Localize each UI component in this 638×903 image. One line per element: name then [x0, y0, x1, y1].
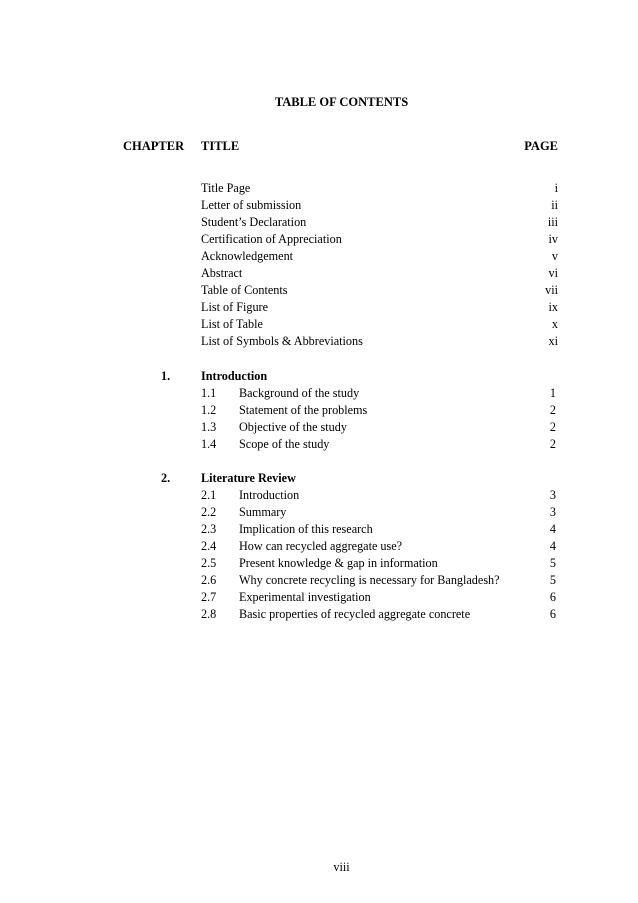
entry-title: Table of Contents	[201, 283, 288, 297]
front-matter-entry	[201, 300, 558, 317]
chapter-number: 1.	[161, 369, 171, 383]
section-entry	[201, 437, 556, 454]
front-matter-entry	[201, 181, 558, 198]
section-number: 1.1	[201, 386, 217, 400]
entry-title: Certification of Appreciation	[201, 232, 342, 246]
entry-page: i	[554, 181, 558, 195]
section-entry	[201, 539, 556, 556]
front-matter-entry	[201, 283, 558, 300]
section-title: Statement of the problems	[239, 403, 368, 417]
section-number: 1.3	[201, 420, 217, 434]
section-page: 6	[549, 590, 556, 604]
chapter-title: Introduction	[201, 369, 268, 383]
section-page: 3	[549, 488, 556, 502]
section-title: Present knowledge & gap in information	[239, 556, 438, 570]
section-number: 2.3	[201, 522, 217, 536]
section-number: 1.2	[201, 403, 217, 417]
front-matter-entry	[201, 198, 558, 215]
section-number: 2.5	[201, 556, 217, 570]
entry-title: List of Table	[201, 317, 263, 331]
section-entry	[201, 573, 556, 590]
entry-title: Acknowledgement	[201, 249, 294, 263]
section-entry	[201, 607, 556, 624]
chapter-number: 2.	[161, 471, 171, 485]
entry-title: List of Symbols & Abbreviations	[201, 334, 363, 348]
section-title: How can recycled aggregate use?	[239, 539, 403, 553]
entry-title: List of Figure	[201, 300, 269, 314]
section-page: 4	[549, 539, 556, 553]
entry-page: v	[551, 249, 558, 263]
entry-title: Title Page	[201, 181, 251, 195]
section-title: Summary	[239, 505, 287, 519]
entry-page: xi	[548, 334, 558, 348]
section-page: 4	[549, 522, 556, 536]
section-title: Experimental investigation	[239, 590, 371, 604]
section-title: Background of the study	[239, 386, 360, 400]
entry-page: ix	[548, 300, 558, 314]
chapter-title: Literature Review	[201, 471, 296, 485]
section-number: 2.6	[201, 573, 217, 587]
section-page: 5	[549, 573, 556, 587]
front-matter-entry	[201, 266, 558, 283]
section-title: Objective of the study	[239, 420, 347, 434]
section-entry	[201, 505, 556, 522]
front-matter-entry	[201, 232, 558, 249]
section-entry	[201, 590, 556, 607]
section-number: 2.8	[201, 607, 217, 621]
section-number: 1.4	[201, 437, 217, 451]
section-title: Why concrete recycling is necessary for Bangladesh?	[239, 573, 500, 587]
entry-title: Letter of submission	[201, 198, 302, 212]
section-page: 3	[549, 505, 556, 519]
section-entry	[201, 386, 556, 403]
section-number: 2.7	[201, 590, 217, 604]
entry-title: Student’s Declaration	[201, 215, 307, 229]
entry-title: Abstract	[201, 266, 243, 280]
section-title: Implication of this research	[239, 522, 373, 536]
section-entry	[201, 420, 556, 437]
section-entry	[201, 488, 556, 505]
front-matter-entry	[201, 334, 558, 351]
section-entry	[201, 556, 556, 573]
entry-page: iii	[547, 215, 558, 229]
section-entry	[201, 522, 556, 539]
front-matter-entry	[201, 215, 558, 232]
section-entry	[201, 403, 556, 420]
page-number: viii	[333, 860, 350, 874]
section-number: 2.4	[201, 539, 217, 553]
entry-page: vii	[545, 283, 558, 297]
entry-page: ii	[551, 198, 558, 212]
section-number: 2.1	[201, 488, 217, 502]
section-page: 1	[549, 386, 556, 400]
section-number: 2.2	[201, 505, 217, 519]
front-matter-entry	[201, 317, 558, 334]
entry-page: iv	[548, 232, 558, 246]
section-page: 2	[549, 403, 556, 417]
entry-page: x	[551, 317, 558, 331]
section-page: 2	[549, 437, 556, 451]
section-page: 5	[549, 556, 556, 570]
section-page: 6	[549, 607, 556, 621]
section-title: Introduction	[239, 488, 300, 502]
section-title: Scope of the study	[239, 437, 330, 451]
toc-heading: TABLE OF CONTENTS	[274, 95, 409, 109]
entry-page: vi	[548, 266, 558, 280]
section-title: Basic properties of recycled aggregate concrete	[239, 607, 471, 621]
column-header-page: PAGE	[524, 139, 558, 153]
column-header-chapter: CHAPTER	[123, 139, 185, 153]
front-matter-entry	[201, 249, 558, 266]
column-header-title: TITLE	[201, 139, 240, 153]
section-page: 2	[549, 420, 556, 434]
